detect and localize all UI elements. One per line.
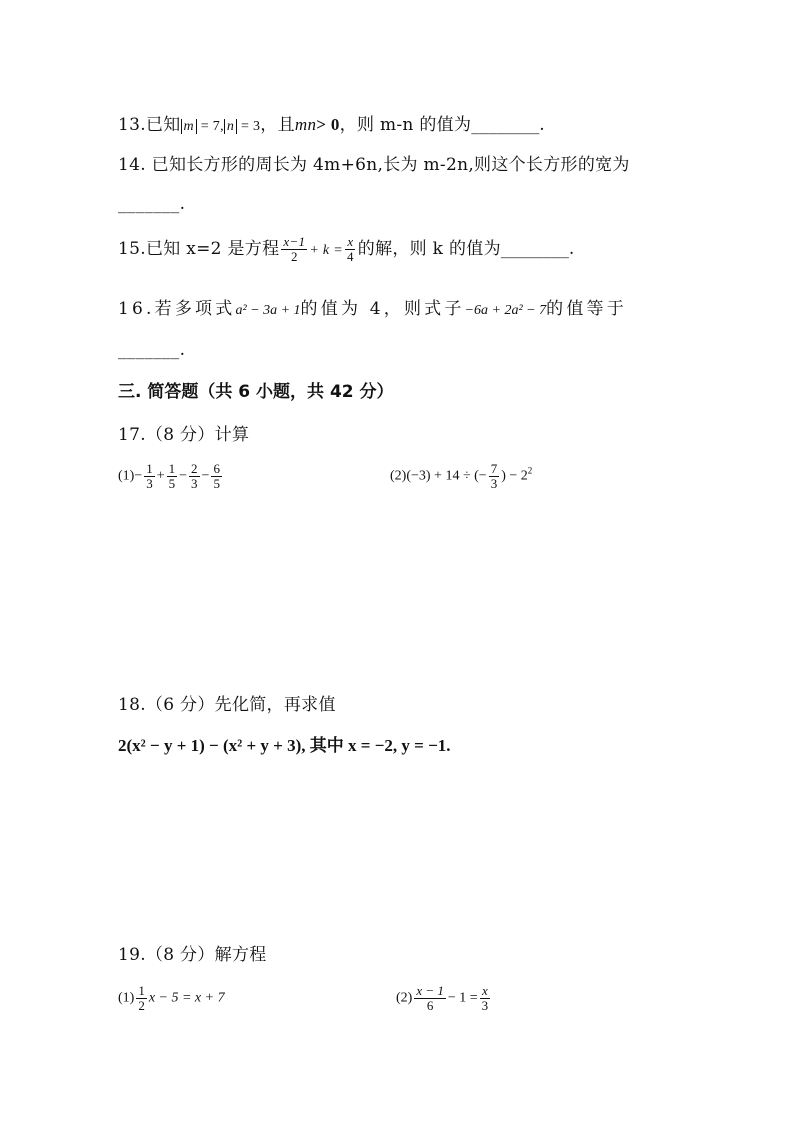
fraction-1-2 xyxy=(136,984,147,1012)
frac-denominator: 6 xyxy=(426,997,434,1013)
equation-rest: x − 5 = x + 7 xyxy=(148,990,225,1006)
q17-part1 xyxy=(118,462,224,490)
q13-mn: mn xyxy=(294,115,317,134)
q13-eq1: = 7, xyxy=(196,119,224,134)
q13-tail: ，则 m-n 的值为 xyxy=(339,115,472,135)
q15-plus-k: + k = xyxy=(309,243,343,258)
q13-answer-blank: ________. xyxy=(471,115,545,135)
abs-n: n xyxy=(224,119,237,134)
question-16 xyxy=(118,294,627,319)
q15-tail: 的解，则 k 的值为 xyxy=(357,239,501,259)
q19-header: 19.（8 分）解方程 xyxy=(118,945,267,965)
fraction-1-3 xyxy=(144,462,155,490)
equation-mid: − 1 = xyxy=(447,990,478,1006)
abs-m: m xyxy=(181,119,197,134)
frac-numerator: 1 xyxy=(146,461,153,476)
frac-numerator: x xyxy=(347,234,354,250)
q19-part2 xyxy=(396,984,492,1012)
frac-numerator: 1 xyxy=(168,461,176,476)
frac-numerator: 7 xyxy=(490,461,498,476)
frac-numerator: 1 xyxy=(138,983,145,998)
question-15 xyxy=(118,234,574,264)
frac-denominator: 3 xyxy=(146,475,153,491)
q16-number: 16. xyxy=(118,299,155,319)
part-label: (1) xyxy=(118,990,135,1006)
q13-lead: 已知 xyxy=(145,115,181,135)
fraction-1-5 xyxy=(167,462,178,490)
q18-header: 18.（6 分）先化简，再求值 xyxy=(118,695,336,715)
frac-numerator: x−1 xyxy=(283,234,306,250)
expr-a: (−3) + 14 ÷ (− xyxy=(406,468,487,484)
q16-poly2: −6a + 2a² − 7 xyxy=(464,303,547,318)
part-label: (2) xyxy=(396,990,413,1006)
frac-denominator: 5 xyxy=(168,475,176,491)
question-14 xyxy=(118,150,630,175)
fraction-x-over-3 xyxy=(480,984,491,1012)
frac-numerator: 6 xyxy=(213,461,220,476)
op: − xyxy=(201,468,210,484)
op: + xyxy=(156,468,165,484)
q15-answer-blank: ________. xyxy=(500,239,575,259)
section-title: 三. 简答题（共 6 小题，共 42 分） xyxy=(118,382,394,402)
frac-denominator: 2 xyxy=(138,997,145,1013)
q13-number: 13. xyxy=(118,115,146,135)
q17-part2 xyxy=(390,462,532,490)
frac-numerator: x − 1 xyxy=(416,983,444,998)
fraction-6-5 xyxy=(211,462,222,490)
fraction-x-minus-1-over-6 xyxy=(414,984,446,1012)
part-label: (1) xyxy=(118,468,135,484)
fraction-2-3 xyxy=(189,462,200,490)
q17-header: 17.（8 分）计算 xyxy=(118,425,250,445)
question-13 xyxy=(118,110,545,135)
op: − xyxy=(179,468,188,484)
q14-answer-blank: _______. xyxy=(118,194,186,214)
frac-denominator: 5 xyxy=(213,475,220,491)
op: − xyxy=(134,468,143,484)
expr-b: ) − 2 xyxy=(501,468,528,484)
frac-denominator: 3 xyxy=(490,475,498,491)
q13-gt0: > 0 xyxy=(316,115,340,134)
fraction-x-minus-1-over-2 xyxy=(281,235,307,263)
part-label: (2) xyxy=(390,468,407,484)
q16-answer-blank: _______. xyxy=(118,340,186,360)
frac-numerator: 2 xyxy=(191,461,198,476)
q15-lead: 已知 x=2 是方程 xyxy=(145,239,280,259)
q14-text: 14. 已知长方形的周长为 4m+6n,长为 m-2n,则这个长方形的宽为 xyxy=(118,155,630,175)
frac-denominator: 4 xyxy=(346,249,354,264)
q13-mid: ，且 xyxy=(260,115,295,135)
q15-number: 15. xyxy=(118,239,146,259)
q18-expression: 2(x² − y + 1) − (x² + y + 3), 其中 x = −2, y = −1. xyxy=(118,736,451,755)
exponent: 2 xyxy=(527,465,533,476)
q16-tail: 的值等于 xyxy=(546,299,627,319)
q16-lead: 若多项式 xyxy=(154,299,236,319)
frac-denominator: 3 xyxy=(481,997,489,1013)
q16-mid: 的值为 4，则式子 xyxy=(300,299,465,319)
frac-numerator: x xyxy=(482,983,488,998)
q16-poly1: a² − 3a + 1 xyxy=(235,303,301,318)
q19-part1 xyxy=(118,984,225,1012)
q13-eq2: = 3 xyxy=(237,119,261,134)
frac-denominator: 2 xyxy=(290,249,298,264)
fraction-7-3 xyxy=(489,462,500,490)
frac-denominator: 3 xyxy=(191,475,198,491)
fraction-x-over-4 xyxy=(345,235,356,263)
